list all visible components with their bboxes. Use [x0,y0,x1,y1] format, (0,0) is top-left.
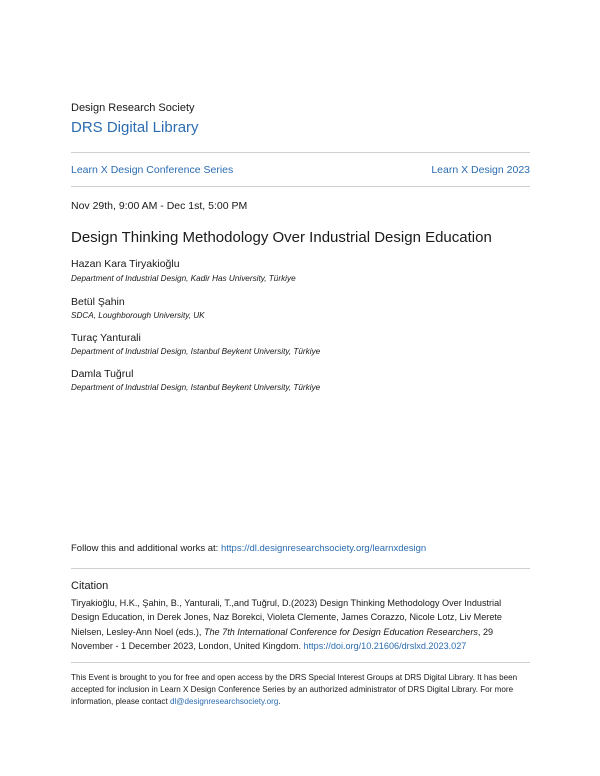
author-affiliation: SDCA, Loughborough University, UK [71,311,205,320]
citation-text [71,596,531,654]
author-affiliation: Department of Industrial Design, Istanbul Beykent University, Türkiye [71,383,321,392]
follow-text: Follow this and additional works at: [71,543,221,554]
citation-part1: Tiryakioğlu, H.K., Şahin, B., Yanturali, T.,and Tuğrul, D.(2023) Design Thinking Methodology Over Industrial Design Education, in Derek Jones, Naz Borekci, Violeta Clemente, James Corazzo, Nicole Lotz, Liv Merete Nielsen, Lesley-Ann Noel (eds.), [71,598,502,637]
author-name: Turaç Yanturali [71,332,141,344]
citation-part2: , 29 November - 1 December 2023, London, United Kingdom. [71,626,494,652]
author-affiliation: Department of Industrial Design, Kadir Has University, Türkiye [71,274,296,283]
contact-email-link[interactable]: dl@designresearchsociety.org [169,696,279,706]
citation-proceedings: The 7th International Conference for Design Education Researchers [203,626,478,637]
notice-end: . [278,696,281,706]
divider-notice [71,662,530,663]
follow-link[interactable]: https://dl.designresearchsociety.org/learnxdesign [220,543,427,554]
society-name: Design Research Society [71,102,195,114]
notice-text: This Event is brought to you for free and open access by the DRS Special Interest Groups at DRS Digital Library. It has been accepted for inclusion in Learn X Design Conference Series by an authorized administrator of DRS Digital Library. For more information, please contact [71,673,518,706]
series-link[interactable]: Learn X Design Conference Series [71,164,234,176]
doi-link[interactable]: https://doi.org/10.21606/drslxd.2023.027 [303,641,467,652]
divider-series [71,186,530,187]
divider-citation [71,568,530,569]
author-affiliation: Department of Industrial Design, Istanbul Beykent University, Türkiye [71,347,321,356]
library-link[interactable]: DRS Digital Library [71,119,199,136]
access-notice [71,672,531,707]
author-name: Hazan Kara Tiryakioğlu [71,258,180,270]
follow-line [71,543,426,554]
citation-heading: Citation [71,580,109,592]
author-name: Betül Şahin [71,296,125,308]
divider-top [71,152,530,153]
event-date: Nov 29th, 9:00 AM - Dec 1st, 5:00 PM [71,200,248,212]
paper-title: Design Thinking Methodology Over Industrial Design Education [71,229,492,246]
author-name: Damla Tuğrul [71,368,134,380]
event-link[interactable]: Learn X Design 2023 [431,164,530,176]
